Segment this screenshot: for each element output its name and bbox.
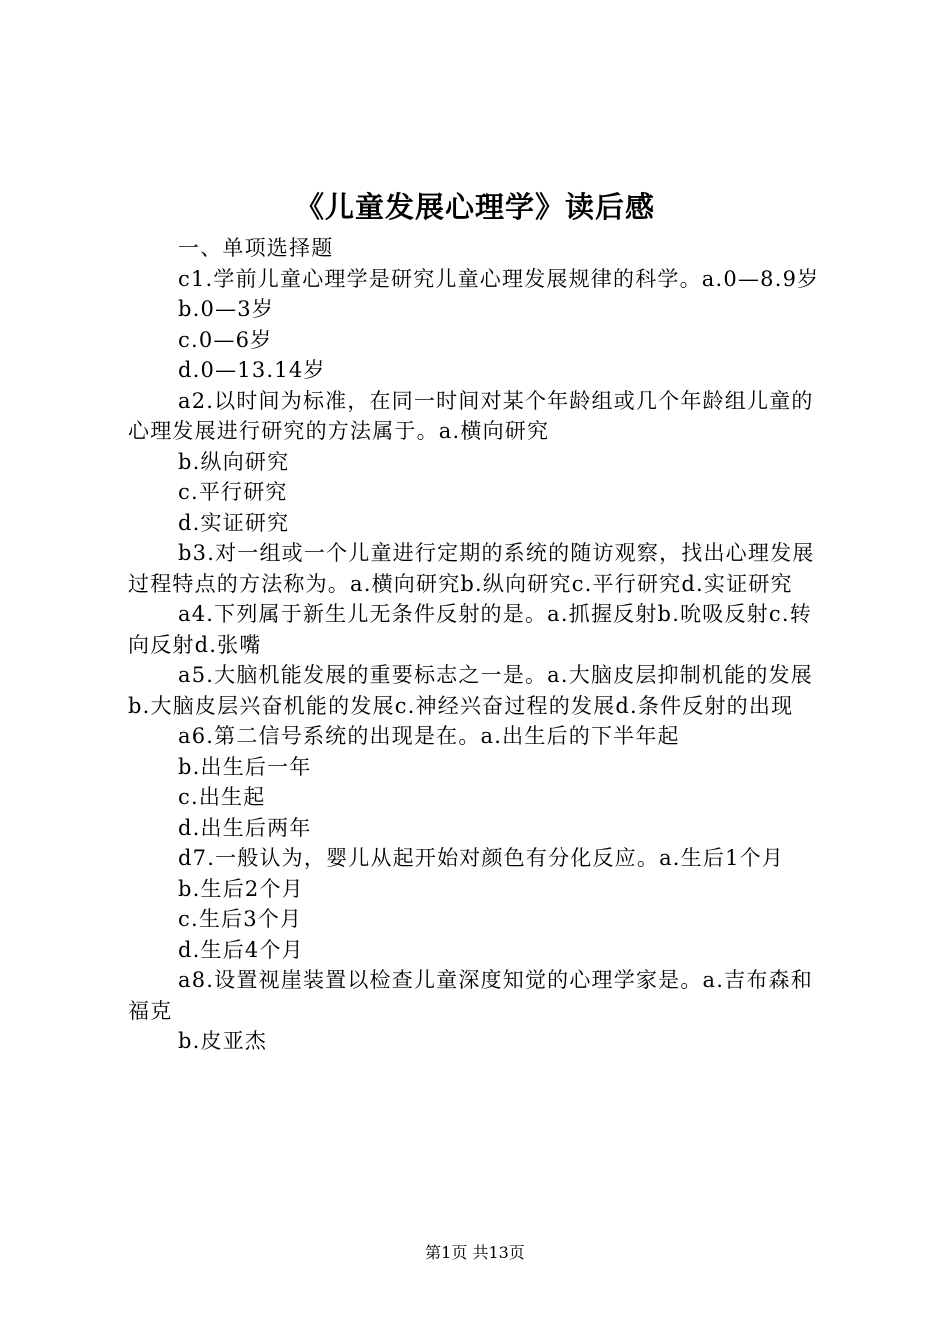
question-6-option-c: c.出生起: [178, 785, 266, 809]
question-5: a5.大脑机能发展的重要标志之一是。a.大脑皮层抑制机能的发展b.大脑皮层兴奋机能的发展c.神经兴奋过程的发展d.条件反射的出现: [128, 663, 813, 718]
page-footer: 第1页 共13页: [425, 1243, 525, 1262]
question-7-option-b: b.生后2个月: [178, 876, 304, 901]
question-4: a4.下列属于新生儿无条件反射的是。a.抓握反射b.吮吸反射c.转向反射d.张嘴: [128, 602, 812, 657]
question-1-option-d: d.0—13.14岁: [178, 358, 326, 382]
question-6-option-b: b.出生后一年: [178, 754, 312, 779]
question-8-option-b: b.皮亚杰: [178, 1029, 268, 1053]
question-2-stem: a2.以时间为标准，在同一时间对某个年龄组或几个年龄组儿童的心理发展进行研究的方法属于。a.横向研究: [128, 388, 814, 443]
document-body: [128, 233, 832, 1057]
question-8-stem: a8.设置视崖装置以检查儿童深度知觉的心理学家是。a.吉布森和福克: [128, 968, 813, 1023]
question-2-option-d: d.实证研究: [178, 510, 290, 535]
document-title: 《儿童发展心理学》读后感: [294, 190, 655, 224]
question-7-option-c: c.生后3个月: [178, 907, 303, 931]
question-1-option-c: c.0—6岁: [178, 327, 273, 352]
question-3: b3.对一组或一个儿童进行定期的系统的随访观察，找出心理发展过程特点的方法称为。a.横向研究b.纵向研究c.平行研究d.实证研究: [128, 541, 815, 596]
question-1-stem: c1.学前儿童心理学是研究儿童心理发展规律的科学。a.0—8.9岁: [178, 266, 820, 291]
question-6-option-d: d.出生后两年: [178, 815, 312, 840]
section-heading: 一、单项选择题: [178, 236, 334, 260]
question-7-stem: d7.一般认为，婴儿从起开始对颜色有分化反应。a.生后1个月: [178, 846, 785, 870]
question-2-option-c: c.平行研究: [178, 480, 288, 504]
question-6-stem: a6.第二信号系统的出现是在。a.出生后的下半年起: [178, 724, 680, 748]
question-7-option-d: d.生后4个月: [178, 937, 304, 962]
question-2-option-b: b.纵向研究: [178, 449, 290, 474]
question-1-option-b: b.0—3岁: [178, 297, 275, 321]
